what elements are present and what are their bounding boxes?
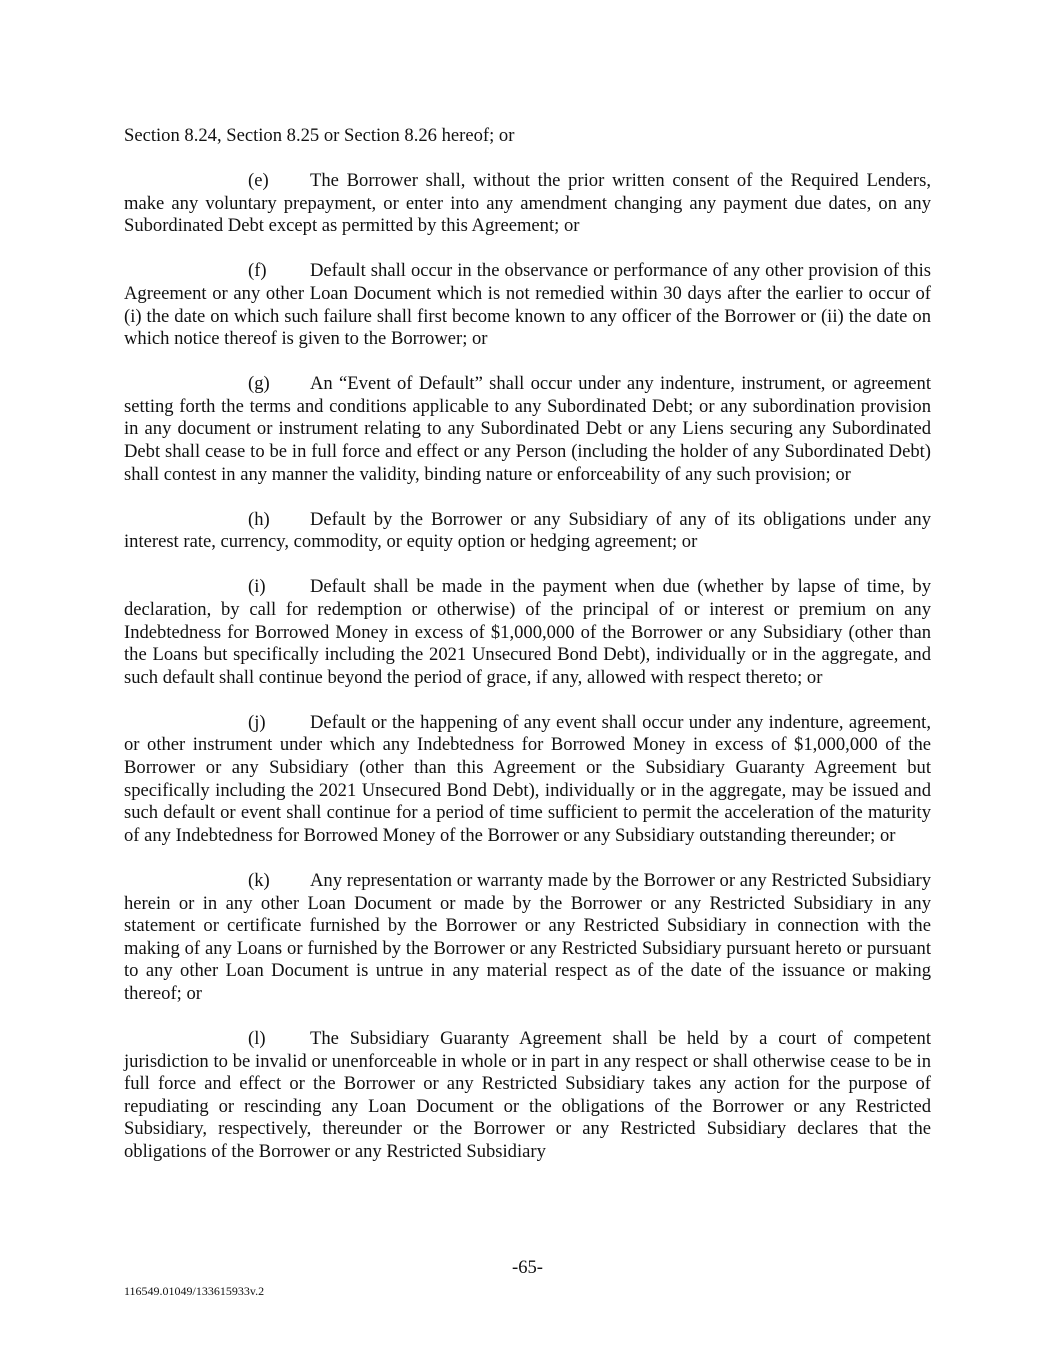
clause-text: Default shall occur in the observance or performance of any other provision of this Agreement or any other Loan Document which is not remedied within 30 days after the earlier to occur of (i) the date on which such failure shall first become known to any officer of the Borrower or (ii) the date on which notice thereof is given to the Borrower; or [124,260,931,350]
clause-text: Any representation or warranty made by the Borrower or any Restricted Subsidiary herein or in any other Loan Document or made by the Borrower or any Restricted Subsidiary in any statement or certificate furnished by the Borrower or any Restricted Subsidiary in connection with the making of any Loans or furnished by the Borrower or any Restricted Subsidiary pursuant hereto or pursuant to any other Loan Document is untrue in any material respect as of the date of the issuance or making thereof; or [124,869,931,1004]
document-id: 116549.01049/133615933v.2 [124,1284,265,1298]
page-number: -65- [512,1257,543,1278]
clause-f [124,260,931,350]
clause-label: (h) [248,508,270,530]
clause-i [124,576,931,689]
clause-label: (g) [248,373,270,395]
clause-j [124,712,931,848]
clause-label: (f) [248,260,267,282]
clause-k [124,870,931,1006]
clause-label: (e) [248,170,269,192]
continuation-paragraph: Section 8.24, Section 8.25 or Section 8.26 hereof; or [124,125,515,146]
clause-text: An “Event of Default” shall occur under any indenture, instrument, or agreement setting forth the terms and conditions applicable to any Subordinated Debt; or any subordination provision in any document or instrument relating to any Subordinated Debt or any Liens securing any Subordinated Debt shall cease to be in full force and effect or any Person (including the holder of any Subordinated Debt) shall contest in any manner the validity, binding nature or enforceability of any such provision; or [124,373,931,485]
clause-text: Default by the Borrower or any Subsidiary of any of its obligations under any interest rate, currency, commodity, or equity option or hedging agreement; or [124,508,931,553]
clause-text: Default shall be made in the payment when due (whether by lapse of time, by declaration, by call for redemption or otherwise) of the principal of or interest or premium on any Indebtedness for Borrowed Money in excess of $1,000,000 of the Borrower or any Subsidiary (other than the Loans but specifically including the 2021 Unsecured Bond Debt), individually or in the aggregate, and such default shall continue beyond the period of grace, if any, allowed with respect thereto; or [124,576,931,688]
clause-label: (i) [248,576,266,598]
clause-text: Default or the happening of any event shall occur under any indenture, agreement, or other instrument under which any Indebtedness for Borrowed Money in excess of $1,000,000 of the Borrower or any Subsidiary (other than this Agreement or the Subsidiary Guaranty Agreement but specifically including the 2021 Unsecured Bond Debt), individually or in the aggregate, may be issued and such default or event shall continue for a period of time sufficient to permit the acceleration of the maturity of any Indebtedness for Borrowed Money of the Borrower or any Subsidiary outstanding thereunder; or [124,711,931,846]
clause-e [124,170,931,238]
clause-text: The Subsidiary Guaranty Agreement shall be held by a court of competent jurisdiction to be invalid or unenforceable in whole or in part in any respect or shall otherwise cease to be in full force and effect or the Borrower or any Restricted Subsidiary takes any action for the purpose of repudiating or rescinding any Loan Document or the obligations of the Borrower or any Restricted Subsidiary, respectively, thereunder or the Borrower or any Restricted Subsidiary declares that the obligations of the Borrower or any Restricted Subsidiary [124,1028,931,1162]
clause-label: (k) [248,869,270,891]
clause-label: (l) [248,1028,266,1049]
clause-text: The Borrower shall, without the prior written consent of the Required Lenders, make any voluntary prepayment, or enter into any amendment changing any payment due dates, on any Subordinated Debt except as permitted by this Agreement; or [124,170,931,237]
clause-label: (j) [248,711,266,733]
clause-h [124,509,931,554]
clause-l [124,1028,931,1164]
document-body [124,125,931,1186]
clause-g [124,373,931,486]
